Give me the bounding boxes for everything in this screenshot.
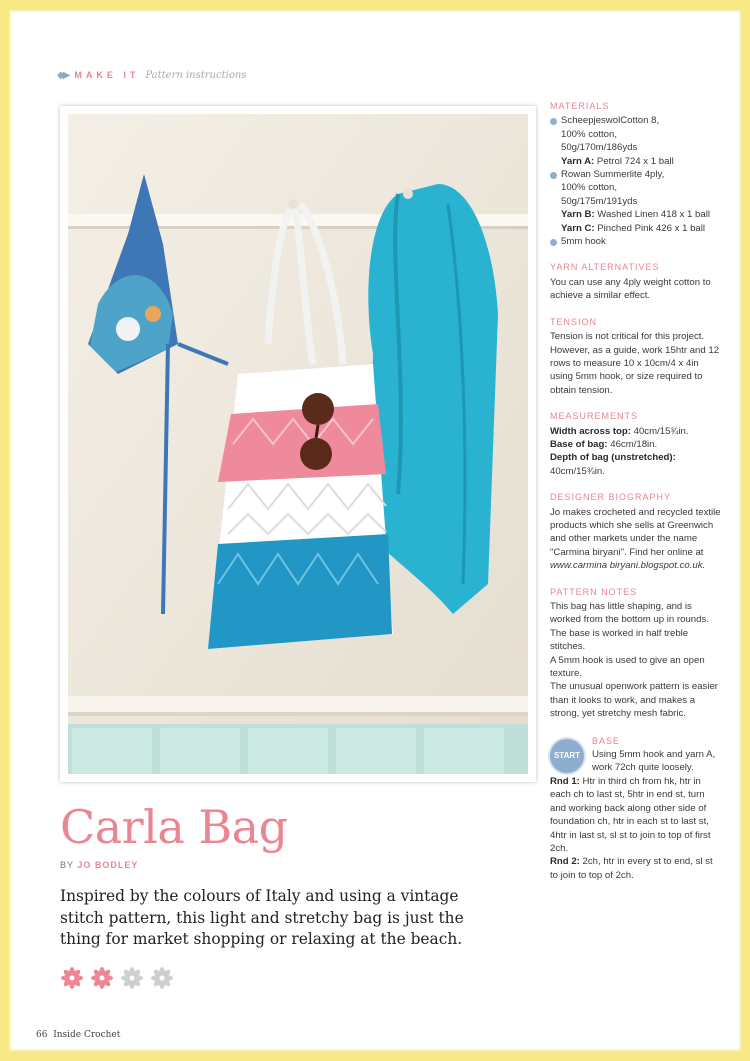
pattern-notes-heading: PATTERN NOTES: [550, 586, 638, 597]
base-intro: Using 5mm hook and yarn A, work 72ch quite loosely.: [592, 749, 716, 774]
star-filled-icon: [60, 966, 84, 990]
material-line: 100% cotton,: [561, 182, 618, 194]
tension-heading: TENSION: [550, 316, 598, 327]
page-number: 66: [36, 1030, 48, 1040]
star-empty-icon: [120, 966, 144, 990]
material-item: [550, 114, 722, 168]
pattern-note: The base is worked in half treble stitches.: [550, 627, 689, 653]
material-line: 5mm hook: [561, 236, 606, 248]
round-2: Rnd 2: 2ch, htr in every st to end, sl st to join to top of 2ch.: [550, 856, 713, 881]
page-footer: [36, 1030, 120, 1040]
designer-bio-heading: DESIGNER BIOGRAPHY: [550, 492, 672, 503]
tension-text: Tension is not critical for this project. However, as a guide, work 15htr and 12 rows to measure 10 x 10cm/4 x 4in using 5mm hook, or size required to obtain tension.: [550, 331, 720, 396]
base-section: [550, 735, 722, 882]
materials-heading: MATERIALS: [550, 101, 610, 111]
yarn-line: Yarn B: Washed Linen 418 x 1 ball: [561, 209, 710, 221]
yarn-alternatives-heading: YARN ALTERNATIVES: [550, 262, 660, 273]
material-item: [550, 235, 722, 248]
photo-illustration: [68, 114, 528, 774]
material-line: Rowan Summerlite 4ply,: [561, 169, 665, 181]
section-label: MAKE IT: [74, 70, 140, 80]
product-photo: [60, 106, 536, 782]
material-item: [550, 168, 722, 235]
material-line: ScheepjeswolCotton 8,: [561, 115, 660, 127]
byline: BY JO BODLEY: [60, 860, 139, 870]
start-badge: START: [550, 739, 584, 773]
difficulty-rating: [60, 966, 174, 990]
material-line: 50g/175m/191yds: [561, 195, 638, 207]
section-sublabel: Pattern instructions: [145, 69, 247, 81]
round-1: Rnd 1: Htr in third ch from hk, htr in each ch to last st, 5htr in end st, turn and working back along other side of foundation ch, htr in each st to last st, 4htr in last st, sl st to join to top of first 2ch.: [550, 775, 711, 854]
magazine-page: [9, 10, 741, 1051]
intro-text: Inspired by the colours of Italy and using a vintage stitch pattern, this light and stretchy bag is just the thing for market shopping or relaxing at the beach.: [60, 887, 464, 948]
page-title: Carla Bag: [60, 800, 288, 854]
designer-bio-text: Jo makes crocheted and recycled textile products which she sells at Greenwich and other markets under the name "Carmina biryani". Find her online at www.carmina biryani.blogspot.co.uk.: [550, 506, 721, 572]
star-empty-icon: [150, 966, 174, 990]
base-heading: BASE: [592, 735, 621, 746]
sidebar: [550, 100, 722, 882]
material-line: 50g/170m/186yds: [561, 142, 638, 154]
measurement-depth-value: 40cm/15¾in.: [550, 465, 605, 477]
pattern-note: This bag has little shaping, and is worked from the bottom up in rounds.: [550, 601, 709, 626]
yarn-line: Yarn A: Petrol 724 x 1 ball: [561, 155, 674, 167]
star-filled-icon: [90, 966, 114, 990]
measurement-width: Width across top: 40cm/15¾in.: [550, 425, 689, 437]
yarn-line: Yarn C: Pinched Pink 426 x 1 ball: [561, 222, 705, 234]
yarn-alternatives-text: You can use any 4ply weight cotton to achieve a similar effect.: [550, 276, 711, 302]
double-arrow-icon: ◆▶: [57, 69, 69, 81]
measurement-depth: Depth of bag (unstretched):: [550, 452, 676, 464]
magazine-name: Inside Crochet: [53, 1030, 121, 1040]
section-header: [57, 65, 246, 85]
measurements-heading: MEASUREMENTS: [550, 411, 639, 422]
material-line: 100% cotton,: [561, 128, 618, 140]
designer-url[interactable]: www.carmina biryani.blogspot.co.uk.: [550, 560, 706, 572]
pattern-note: The unusual openwork pattern is easier than it looks to work, and makes a strong, yet stretchy mesh fabric.: [550, 681, 718, 720]
pattern-note: A 5mm hook is used to give an open texture.: [550, 654, 705, 680]
measurement-base: Base of bag: 46cm/18in.: [550, 438, 658, 450]
